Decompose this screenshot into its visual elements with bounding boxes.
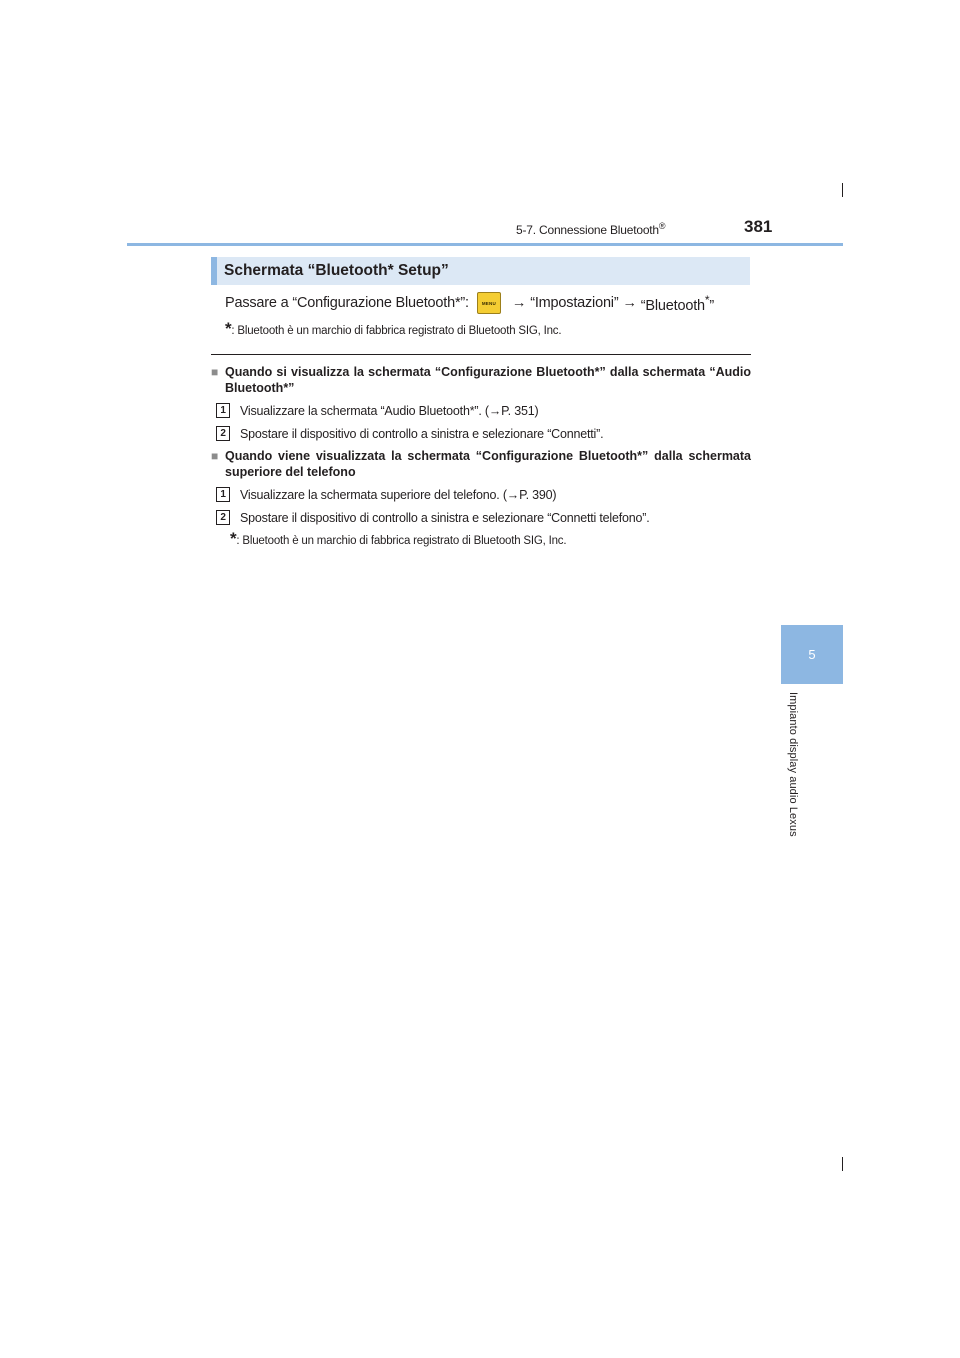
section-divider	[211, 354, 751, 355]
footnote-trademark	[230, 529, 566, 549]
step-number: 1	[216, 487, 230, 502]
path-prefix: Passare a “Configurazione Bluetooth*”:	[225, 295, 469, 311]
footnote-text: : Bluetooth è un marchio di fabbrica registrato di Bluetooth SIG, Inc.	[236, 535, 567, 547]
step-text: Spostare il dispositivo di controllo a sinistra e selezionare “Connetti telefono”.	[240, 510, 650, 525]
step-number: 2	[216, 510, 230, 525]
subsection-heading	[211, 448, 751, 480]
arrow-icon: →	[622, 295, 637, 311]
crop-mark-bottom	[842, 1157, 843, 1171]
subsection-heading	[211, 364, 751, 396]
arrow-icon: →	[511, 295, 527, 311]
section-name: 5-7. Connessione Bluetooth	[516, 223, 659, 237]
registered-mark: ®	[658, 221, 666, 231]
footnote-star: *	[230, 529, 237, 548]
step-item	[216, 510, 650, 525]
menu-button-icon: MENU	[477, 292, 501, 314]
running-header-section	[516, 221, 665, 237]
header-rule	[127, 243, 843, 246]
page-number: 381	[744, 217, 773, 236]
crop-mark-top	[842, 183, 843, 197]
chapter-tab	[781, 625, 843, 684]
chapter-label: Impianto display audio Lexus	[787, 692, 799, 837]
step-text: Spostare il dispositivo di controllo a sinistra e selezionare “Connetti”.	[240, 426, 604, 441]
footnote-text: : Bluetooth è un marchio di fabbrica registrato di Bluetooth SIG, Inc.	[231, 325, 562, 337]
step-number: 1	[216, 403, 230, 418]
step-number: 2	[216, 426, 230, 441]
step-item	[216, 426, 603, 441]
section-title	[211, 257, 750, 285]
step-item	[216, 487, 556, 502]
path-step-bluetooth: “Bluetooth*”	[640, 292, 715, 314]
step-text: Visualizzare la schermata superiore del telefono. (→P. 390)	[240, 487, 557, 502]
navigation-path	[225, 292, 714, 314]
step-text: Visualizzare la schermata “Audio Bluetooth*”. (→P. 351)	[240, 403, 539, 418]
subsection-title: Quando viene visualizzata la schermata “Configurazione Bluetooth*” dalla schermata superiore del telefono	[225, 449, 751, 479]
footnote-star: *	[225, 319, 232, 338]
chapter-number: 5	[808, 647, 816, 662]
section-title-text: Schermata “Bluetooth* Setup”	[224, 262, 449, 279]
path-step-settings: “Impostazioni”	[530, 295, 619, 311]
square-bullet-icon: ■	[211, 365, 219, 379]
square-bullet-icon: ■	[211, 449, 219, 463]
step-item	[216, 403, 538, 418]
footnote-trademark	[225, 319, 561, 339]
subsection-title: Quando si visualizza la schermata “Configurazione Bluetooth*” dalla schermata “Audio Bluetooth*”	[225, 365, 751, 395]
